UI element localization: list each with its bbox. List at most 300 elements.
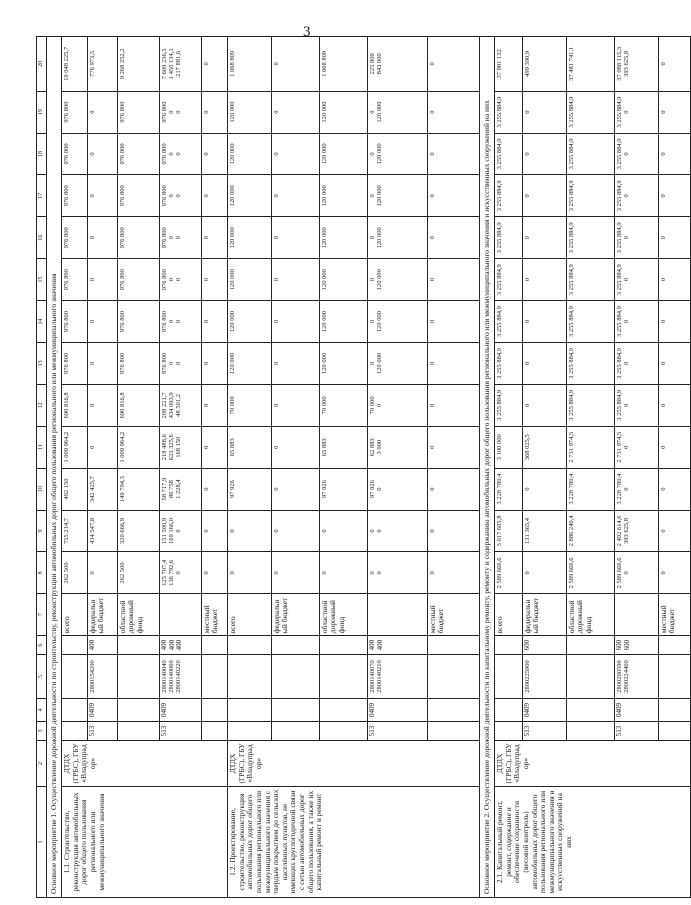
amount-cell: 976 800 [62, 175, 88, 217]
amount-cell: 0 [659, 384, 691, 426]
amount-cell: 120 000 [320, 259, 368, 301]
funding-source: областной дорожный фонд [567, 594, 615, 636]
amount-cell: 0 [228, 510, 272, 552]
amount-cell: 0 [272, 342, 320, 384]
amount-cell: 0 [272, 175, 320, 217]
amount-cell: 976 800 [118, 259, 160, 301]
target-article-code: 2800200590 2800224460 [615, 655, 659, 699]
amount-cell: 3 255 884,9 [567, 342, 615, 384]
amount-cell: 0 [202, 217, 228, 259]
amount-cell: 120 000 [228, 217, 272, 259]
amount-cell: 0 [272, 91, 320, 133]
amount-cell: 0 0 [368, 552, 428, 594]
amount-cell: 3 255 884,9 [495, 175, 523, 217]
amount-cell: 218 488,6 623 325,6 168 150 [160, 426, 202, 468]
amount-cell: 0 [523, 552, 567, 594]
section-title: Основное мероприятие 2. Осуществление дорожной деятельности по капитальному ремонту, ремонту и содержанию автомобильных дорог общего пользования регионального или межмуниципального значения и искусственных сооружений на них [480, 37, 495, 898]
amount-cell: 0 [428, 468, 480, 510]
amount-cell: 976 800 0 0 [160, 259, 202, 301]
amount-cell: 0 [659, 552, 691, 594]
amount-cell: 125 707,4 136 792,6 0 [160, 552, 202, 594]
amount-cell: 0 [428, 301, 480, 343]
column-number: 17 [37, 175, 47, 217]
grbs-code: 513 [160, 722, 202, 741]
table-body [37, 37, 691, 898]
amount-cell: 755 214,7 [62, 510, 88, 552]
amount-cell: 976 800 [118, 91, 160, 133]
amount-cell: 120 000 [320, 91, 368, 133]
expense-type-code [659, 636, 691, 655]
amount-cell: 0 [88, 301, 118, 343]
amount-cell: 37 481 741,1 [567, 37, 615, 92]
expense-type-code: 400 400 400 [160, 636, 202, 655]
amount-cell: 0 [523, 384, 567, 426]
amount-cell: 0 [88, 217, 118, 259]
funding-source: областной дорожный фонд [320, 594, 368, 636]
expense-type-code [320, 636, 368, 655]
expense-type-code: 600 [523, 636, 567, 655]
amount-cell: 3 255 884,9 0 [615, 259, 659, 301]
expense-type-code [428, 636, 480, 655]
amount-cell: 3 255 884,9 [495, 342, 523, 384]
amount-cell: 0 [659, 217, 691, 259]
amount-cell: 3 255 884,9 [495, 217, 523, 259]
amount-cell: 1 009 964,2 [118, 426, 160, 468]
amount-cell: 0 [428, 342, 480, 384]
funding-source: всего [495, 594, 523, 636]
amount-cell: 0 [272, 468, 320, 510]
section-code: 0409 [160, 699, 202, 722]
executor: ДТДХ (ГРБС), ГБУ «Владупрадор» [228, 740, 480, 786]
expense-type-code: 400 400 [368, 636, 428, 655]
amount-cell: 0 [272, 552, 320, 594]
section-code [202, 699, 228, 722]
amount-cell: 976 800 0 0 [160, 133, 202, 175]
amount-cell: 3 255 884,9 0 [615, 342, 659, 384]
amount-cell: 0 [202, 133, 228, 175]
expense-type-code: 600 600 [615, 636, 659, 655]
amount-cell: 0 [272, 133, 320, 175]
amount-cell: 0 [88, 91, 118, 133]
amount-cell: 0 [428, 133, 480, 175]
amount-cell: 0 [202, 468, 228, 510]
grbs-code: 513 [368, 722, 428, 741]
amount-cell: 0 [428, 259, 480, 301]
amount-cell: 0 [523, 133, 567, 175]
amount-cell: 0 [88, 175, 118, 217]
funding-source: местный бюджет [202, 594, 228, 636]
amount-cell: 0 [202, 37, 228, 92]
funding-source [615, 594, 659, 636]
amount-cell: 0 [659, 426, 691, 468]
amount-cell: 976 800 0 0 [160, 91, 202, 133]
column-number: 6 [37, 636, 47, 655]
amount-cell: 120 000 [320, 217, 368, 259]
amount-cell: 0 [659, 510, 691, 552]
section-code [659, 699, 691, 722]
amount-cell: 976 800 [118, 175, 160, 217]
column-number: 15 [37, 259, 47, 301]
amount-cell: 2 731 974,5 [567, 426, 615, 468]
amount-cell: 0 [523, 342, 567, 384]
amount-cell: 3 255 884,9 [567, 175, 615, 217]
amount-cell: 0 [202, 510, 228, 552]
amount-cell: 690 816,8 [62, 384, 88, 426]
amount-cell: 0 [272, 217, 320, 259]
amount-cell: 976 800 [62, 91, 88, 133]
amount-cell: 0 [272, 426, 320, 468]
section-code [567, 699, 615, 722]
amount-cell: 2 589 666,6 [567, 552, 615, 594]
column-number-row [37, 37, 47, 898]
amount-cell: 976 800 [118, 217, 160, 259]
amount-cell: 65 883 [320, 426, 368, 468]
funding-source: федеральный бюджет [523, 594, 567, 636]
target-article-code: 2800140040 2800140060 2800140220 [160, 655, 202, 699]
amount-cell: 0 [202, 384, 228, 426]
rotated-page-area [36, 36, 677, 898]
amount-cell: 0 [428, 91, 480, 133]
section-code [495, 699, 523, 722]
amount-cell: 0 [523, 259, 567, 301]
amount-cell: 2 589 666,6 0 [615, 552, 659, 594]
target-article-code [202, 655, 228, 699]
column-number: 3 [37, 722, 47, 741]
expense-type-code [62, 636, 88, 655]
page-number: 3 [303, 24, 311, 40]
amount-cell: 0 [272, 259, 320, 301]
column-number: 10 [37, 468, 47, 510]
amount-cell: 3 017 605,8 [495, 510, 523, 552]
section-code [428, 699, 480, 722]
amount-cell: 434 547,8 [88, 510, 118, 552]
amount-cell: 149 704,3 [118, 468, 160, 510]
funding-source: областной дорожный фонд [118, 594, 160, 636]
amount-cell: 0 120 000 [368, 133, 428, 175]
amount-cell: 976 800 [118, 342, 160, 384]
amount-cell: 37 088 115,3 393 625,8 [615, 37, 659, 92]
section-code: 0409 [615, 699, 659, 722]
target-article-code [567, 655, 615, 699]
amount-cell: 70 000 [320, 384, 368, 426]
column-number: 4 [37, 699, 47, 722]
target-article-code [62, 655, 88, 699]
column-number: 13 [37, 342, 47, 384]
amount-cell: 1 009 964,2 [62, 426, 88, 468]
amount-cell: 3 255 884,9 [567, 133, 615, 175]
grbs-code [659, 722, 691, 741]
amount-cell: 208 221,7 434 093,9 48 501,2 [160, 384, 202, 426]
amount-cell: 70 000 0 [368, 384, 428, 426]
amount-cell: 976 800 0 0 [160, 301, 202, 343]
amount-cell: 3 228 780,4 [495, 468, 523, 510]
amount-cell: 342 425,7 [88, 468, 118, 510]
amount-cell: 3 255 884,9 [567, 259, 615, 301]
expense-type-code [202, 636, 228, 655]
rotated-content [36, 36, 677, 898]
grbs-code: 513 [523, 722, 567, 741]
amount-cell: 0 [523, 91, 567, 133]
amount-cell: 120 000 [228, 259, 272, 301]
amount-cell: 0 0 [368, 510, 428, 552]
amount-cell: 0 [659, 37, 691, 92]
amount-cell: 0 [202, 91, 228, 133]
amount-cell: 0 [523, 468, 567, 510]
amount-cell: 3 255 884,9 [495, 301, 523, 343]
amount-cell: 3 255 884,9 [495, 259, 523, 301]
target-article-code: 2800140070 2800140210 [368, 655, 428, 699]
expense-type-code [228, 636, 272, 655]
amount-cell: 65 883 [228, 426, 272, 468]
amount-cell: 3 255 884,9 0 [615, 175, 659, 217]
amount-cell: 3 100 000 [495, 426, 523, 468]
amount-cell: 10 048 225,7 [62, 37, 88, 92]
amount-cell: 3 255 884,9 [567, 384, 615, 426]
amount-cell: 690 816,8 [118, 384, 160, 426]
table-row [62, 37, 88, 898]
amount-cell: 976 800 0 0 [160, 175, 202, 217]
amount-cell: 499 390,9 [523, 37, 567, 92]
column-number: 11 [37, 426, 47, 468]
amount-cell: 0 [659, 301, 691, 343]
amount-cell: 976 800 0 0 [160, 342, 202, 384]
amount-cell: 976 800 0 0 [160, 217, 202, 259]
amount-cell: 120 000 [320, 133, 368, 175]
amount-cell: 0 [202, 552, 228, 594]
expense-type-code [567, 636, 615, 655]
section-title: Основное мероприятие 1. Осуществление дорожной деятельности по строительству, реконструкции автомобильных дорог общего пользования регионального или межмуниципального значения [47, 37, 62, 898]
amount-cell: 120 000 [228, 91, 272, 133]
amount-cell: 3 255 884,9 [495, 133, 523, 175]
amount-cell: 131 365,4 [523, 510, 567, 552]
amount-cell: 3 228 780,4 [567, 468, 615, 510]
funding-source: федеральный бюджет [88, 594, 118, 636]
section-code: 0409 [523, 699, 567, 722]
expense-type-code [495, 636, 523, 655]
amount-cell: 0 [659, 468, 691, 510]
amount-cell: 120 000 [320, 175, 368, 217]
amount-cell: 3 255 884,9 0 [615, 133, 659, 175]
grbs-code [495, 722, 523, 741]
grbs-code [228, 722, 272, 741]
amount-cell: 97 926 [228, 468, 272, 510]
amount-cell: 2 589 666,6 [495, 552, 523, 594]
target-article-code [118, 655, 160, 699]
amount-cell: 0 [523, 301, 567, 343]
amount-cell: 368 025,5 [523, 426, 567, 468]
amount-cell: 3 255 884,9 [567, 301, 615, 343]
section-code: 0409 [368, 699, 428, 722]
column-number: 14 [37, 301, 47, 343]
executor: ДТДХ (ГРБС), ГБУ «Владупрадор» [495, 740, 691, 786]
amount-cell: 0 [659, 175, 691, 217]
amount-cell: 0 [320, 552, 368, 594]
amount-cell: 0 [88, 133, 118, 175]
target-article-code [495, 655, 523, 699]
amount-cell: 0 [523, 217, 567, 259]
amount-cell: 0 [428, 426, 480, 468]
amount-cell: 0 [88, 384, 118, 426]
section-code [320, 699, 368, 722]
amount-cell: 976 800 [62, 259, 88, 301]
amount-cell: 97 926 [320, 468, 368, 510]
table-row [495, 37, 523, 898]
amount-cell: 3 255 884,9 [495, 91, 523, 133]
amount-cell: 0 120 000 [368, 259, 428, 301]
amount-cell: 976 800 [62, 133, 88, 175]
amount-cell: 3 255 884,9 [567, 217, 615, 259]
target-article-code [428, 655, 480, 699]
amount-cell: 0 [659, 91, 691, 133]
amount-cell: 976 800 [118, 301, 160, 343]
amount-cell: 0 [202, 175, 228, 217]
amount-cell: 2 886 240,4 [567, 510, 615, 552]
target-article-code [228, 655, 272, 699]
amount-cell: 225 809 843 000 [368, 37, 428, 92]
amount-cell: 0 [428, 175, 480, 217]
amount-cell: 0 120 000 [368, 342, 428, 384]
column-number: 8 [37, 552, 47, 594]
target-article-code [272, 655, 320, 699]
amount-cell: 120 000 [320, 342, 368, 384]
amount-cell: 0 120 000 [368, 217, 428, 259]
amount-cell: 0 120 000 [368, 175, 428, 217]
table-row [228, 37, 272, 898]
grbs-code [62, 722, 88, 741]
expense-type-code [118, 636, 160, 655]
amount-cell: 976 800 [62, 342, 88, 384]
column-number: 12 [37, 384, 47, 426]
event-name: 1.1. Строительство, реконструкция автомобильных дорог общего пользования регионального или межмуниципального значения [62, 786, 228, 897]
event-name: 2.1. Капитальный ремонт, ремонт, содержание и обеспечение сохранности (весовой контроль) автомобильных дорог общего пользования регионального или межмуниципального значения и искусственных сооружений на них [495, 786, 691, 897]
amount-cell: 262 500 [62, 552, 88, 594]
grbs-code [428, 722, 480, 741]
amount-cell: 492 150 [62, 468, 88, 510]
amount-cell: 0 [428, 510, 480, 552]
amount-cell: 3 255 884,9 0 [615, 217, 659, 259]
grbs-code: 513 [88, 722, 118, 741]
amount-cell: 3 255 884,9 0 [615, 301, 659, 343]
section-code [228, 699, 272, 722]
amount-cell: 70 000 [228, 384, 272, 426]
column-number: 1 [37, 786, 47, 897]
amount-cell: 0 [320, 510, 368, 552]
column-number: 16 [37, 217, 47, 259]
amount-cell: 0 [202, 426, 228, 468]
amount-cell: 0 [428, 217, 480, 259]
amount-cell: 2 492 614,6 393 625,8 [615, 510, 659, 552]
column-number: 19 [37, 91, 47, 133]
expense-type-code: 400 [88, 636, 118, 655]
column-number: 7 [37, 594, 47, 636]
budget-table [36, 36, 691, 898]
target-article-code [659, 655, 691, 699]
amount-cell: 120 000 [228, 342, 272, 384]
grbs-code [118, 722, 160, 741]
amount-cell: 3 255 884,9 [495, 384, 523, 426]
amount-cell: 3 228 780,4 0 [615, 468, 659, 510]
amount-cell: 0 [659, 259, 691, 301]
funding-source: всего [62, 594, 88, 636]
column-number: 9 [37, 510, 47, 552]
amount-cell: 0 [88, 552, 118, 594]
amount-cell: 0 [228, 552, 272, 594]
grbs-code [567, 722, 615, 741]
funding-source [160, 594, 202, 636]
funding-source: федеральный бюджет [272, 594, 320, 636]
amount-cell: 976 800 [62, 217, 88, 259]
section-code [118, 699, 160, 722]
target-article-code: 2800154200 [88, 655, 118, 699]
amount-cell: 120 000 [320, 301, 368, 343]
column-number: 2 [37, 740, 47, 786]
section-code [272, 699, 320, 722]
amount-cell: 0 [202, 342, 228, 384]
amount-cell: 1 068 809 [228, 37, 272, 92]
amount-cell: 0 [88, 342, 118, 384]
amount-cell: 3 255 884,9 0 [615, 91, 659, 133]
amount-cell: 0 [428, 37, 480, 92]
amount-cell: 151 500,9 169 166,0 0 [160, 510, 202, 552]
amount-cell: 0 [202, 259, 228, 301]
amount-cell: 0 [272, 510, 320, 552]
amount-cell: 0 [202, 301, 228, 343]
column-number: 5 [37, 655, 47, 699]
column-number: 20 [37, 37, 47, 92]
funding-source: местный бюджет [428, 594, 480, 636]
amount-cell: 120 000 [228, 175, 272, 217]
funding-source: всего [228, 594, 272, 636]
amount-cell: 62 883 3 000 [368, 426, 428, 468]
amount-cell: 976 800 [118, 133, 160, 175]
amount-cell: 0 [88, 426, 118, 468]
column-number: 18 [37, 133, 47, 175]
grbs-code [272, 722, 320, 741]
expense-type-code [272, 636, 320, 655]
amount-cell: 3 255 884,9 0 [615, 384, 659, 426]
grbs-code [320, 722, 368, 741]
amount-cell: 7 609 236,5 1 450 134,1 217 881,6 [160, 37, 202, 92]
amount-cell: 262 500 [118, 552, 160, 594]
section-row [480, 37, 495, 898]
amount-cell: 0 [428, 384, 480, 426]
amount-cell: 0 [272, 301, 320, 343]
amount-cell: 976 800 [62, 301, 88, 343]
section-code [62, 699, 88, 722]
amount-cell: 776 973,5 [88, 37, 118, 92]
grbs-code [202, 722, 228, 741]
grbs-code: 513 [615, 722, 659, 741]
funding-source: местный бюджет [659, 594, 691, 636]
amount-cell: 0 [428, 552, 480, 594]
section-row [47, 37, 62, 898]
amount-cell: 0 [272, 37, 320, 92]
amount-cell: 0 120 000 [368, 91, 428, 133]
amount-cell: 1 068 809 [320, 37, 368, 92]
amount-cell: 0 [88, 259, 118, 301]
executor: ДТДХ (ГРБС), ГБУ «Владупрадор» [62, 740, 228, 786]
amount-cell: 37 981 132 [495, 37, 523, 92]
amount-cell: 120 000 [228, 301, 272, 343]
section-code: 0409 [88, 699, 118, 722]
amount-cell: 0 [523, 175, 567, 217]
amount-cell: 0 [659, 342, 691, 384]
amount-cell: 0 [659, 133, 691, 175]
amount-cell: 3 255 884,9 [567, 91, 615, 133]
event-name: 1.2. Проектирование, строительство, реконструкция автомобильных дорог общего пользования регионального или межмуниципального значения с твердым покрытием до сельских населённых пунктов, не имеющих круглогодичной связи с сетью автомобильных дорог общего пользования, а также их капитальный ремонт и ремонт [228, 786, 480, 897]
amount-cell: 120 000 [228, 133, 272, 175]
target-article-code: 2800225900 [523, 655, 567, 699]
